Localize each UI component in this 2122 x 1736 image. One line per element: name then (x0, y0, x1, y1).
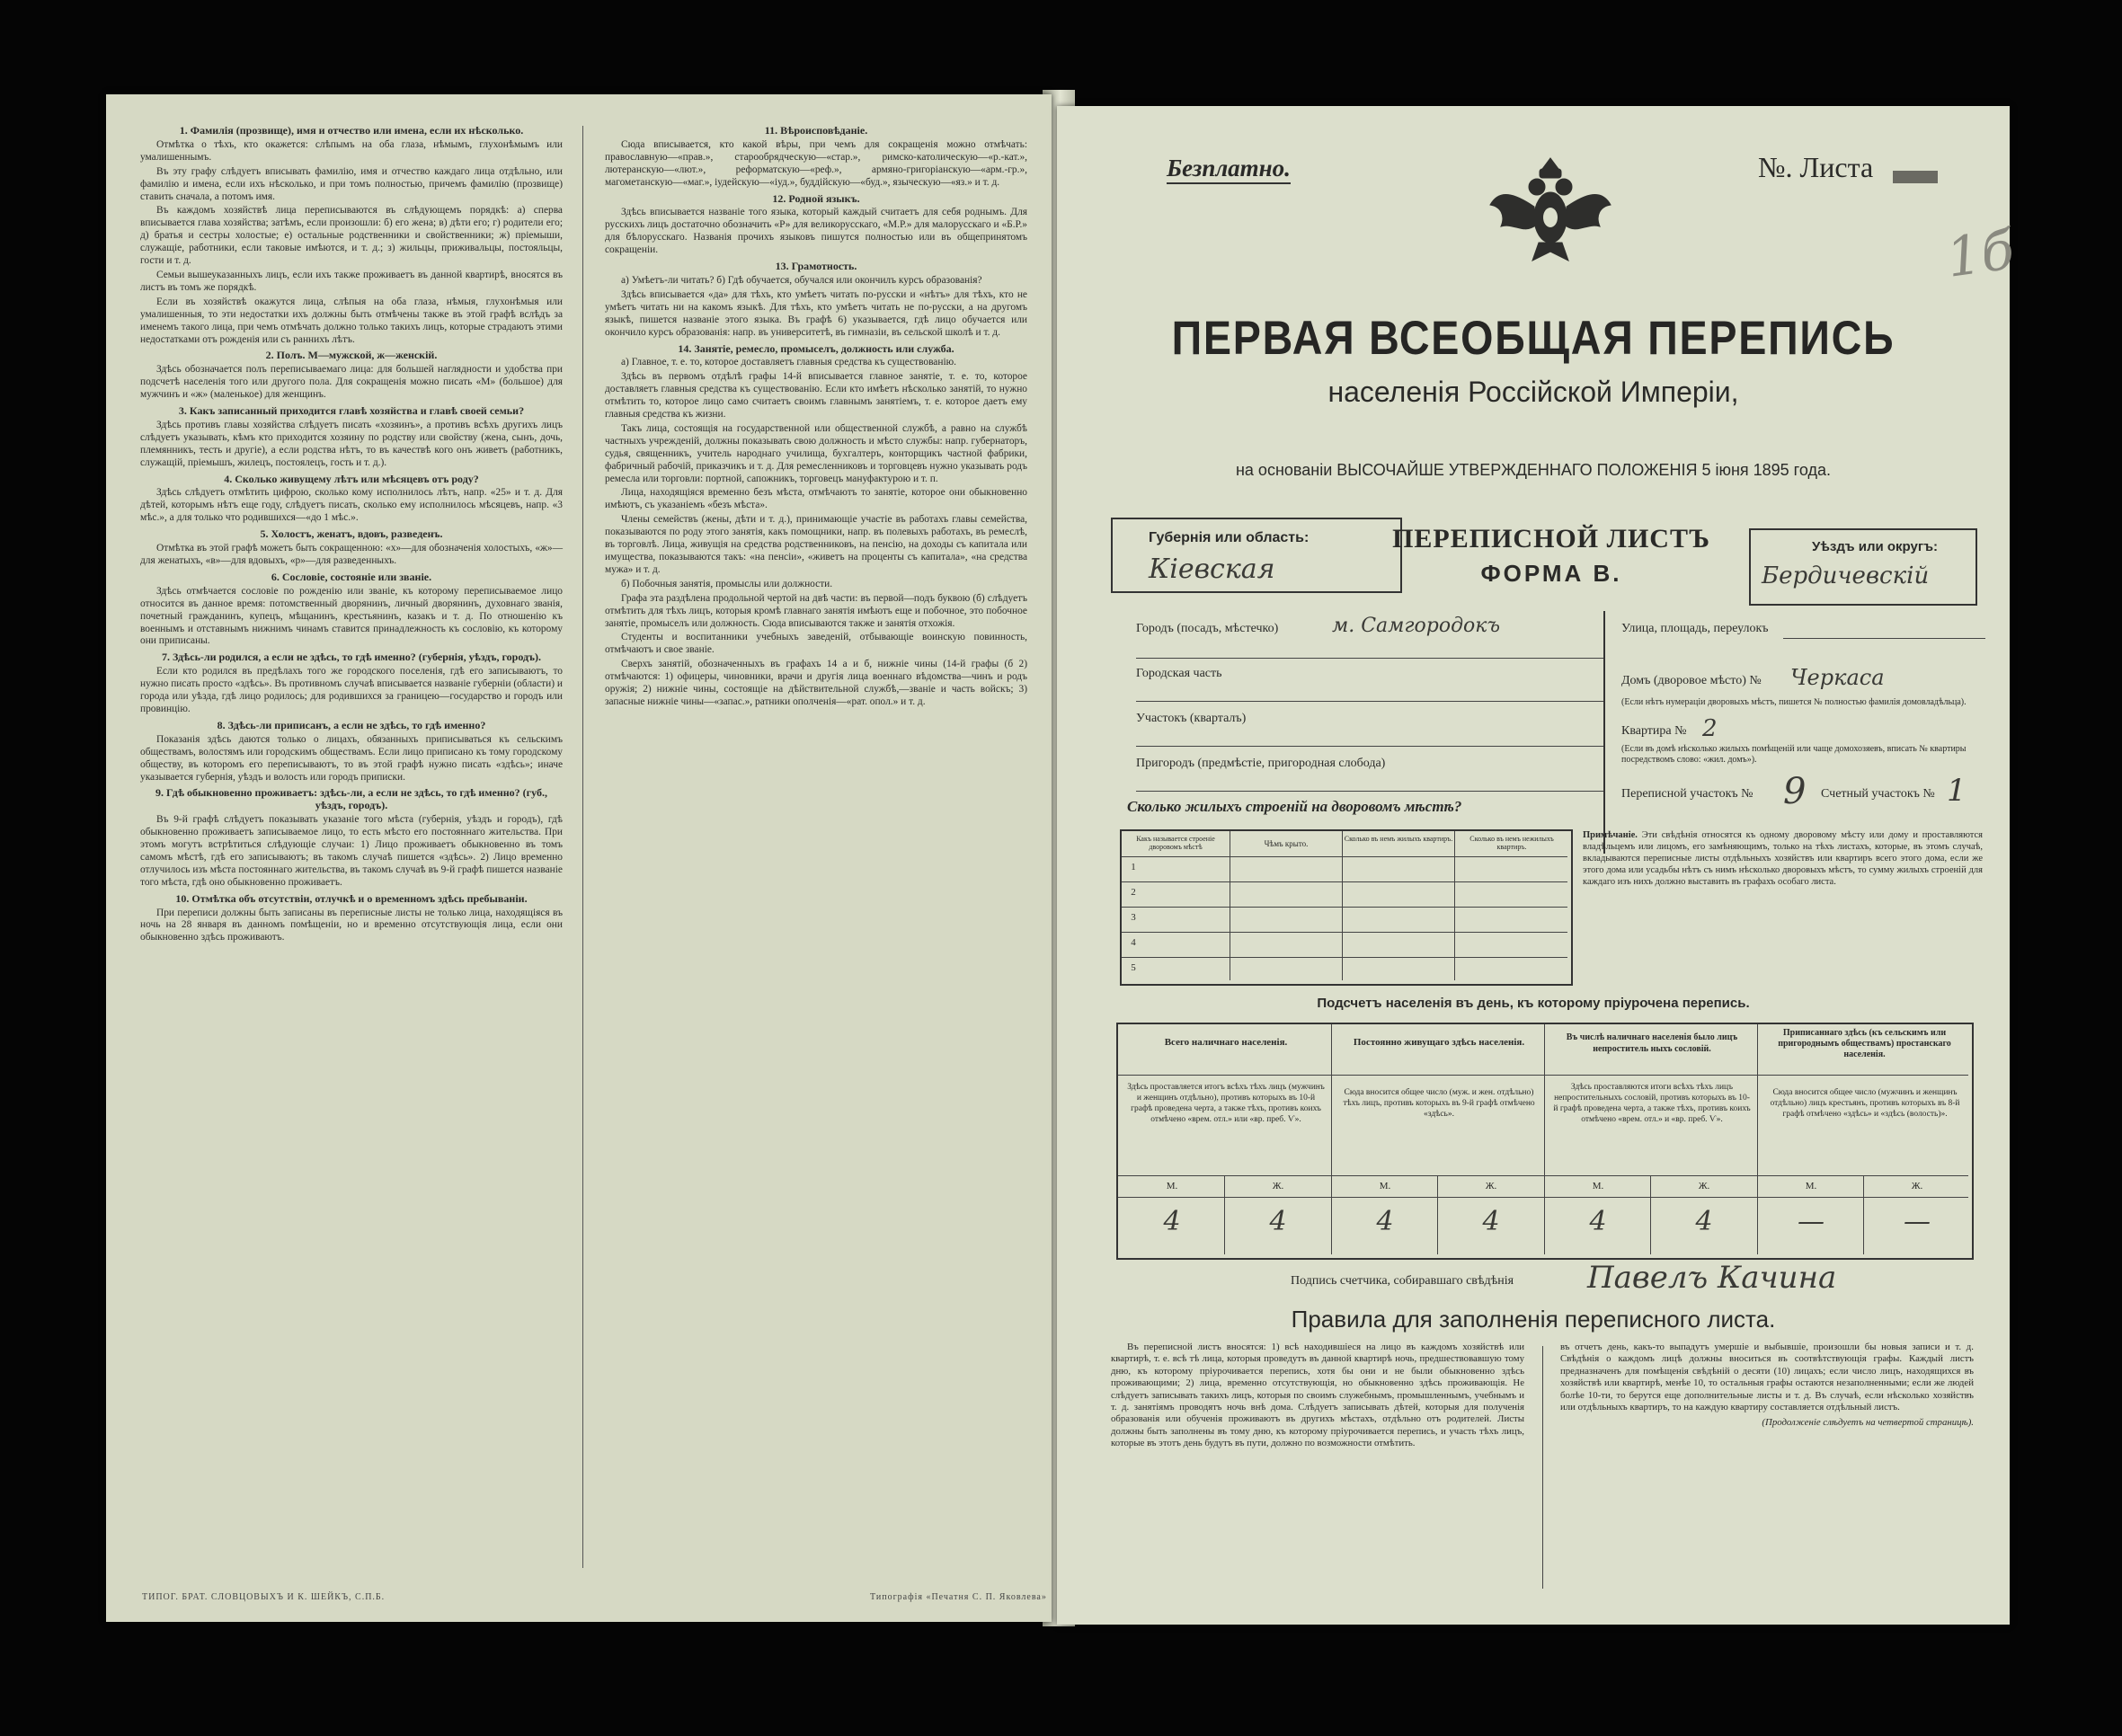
note-text: Эти свѣдѣнія относятся къ одному дворовому мѣсту или дому и проставляются владѣльцемъ или лицомъ, его замѣняющимъ, только на тѣхъ листахъ, которые, въ этомъ случаѣ, вкладываются переписные листы отдѣльныхъ хозяйствъ или квартиръ всего этого дома, если же этого дома или усадьбы нѣтъ съ нимъ нѣсколько дворовыхъ мѣстъ, то сумму жилыхъ строеній для каждаго изъ нихъ должно выставить въ графахъ особаго листа. (1583, 830, 1984, 887)
instruction-heading: 12. Родной языкъ. (772, 191, 860, 205)
instruction-paragraph: Отмѣтка въ этой графѣ можетъ быть сокращенною: «х»—для обозначенія холостыхъ, «ж»—для женатыхъ, «в»—для вдовыхъ, «р»—для разведенныхъ. (140, 543, 563, 566)
buildings-header-3: Сколько въ немъ жилыхъ квартиръ. (1344, 835, 1453, 843)
count-value[interactable]: 4 (1695, 1206, 1713, 1237)
uchastok-label: Участокъ (кварталъ) (1136, 712, 1247, 725)
count-value[interactable]: 4 (1269, 1206, 1287, 1237)
instruction-paragraph: Показанія здѣсь даются только о лицахъ, обязанныхъ приписываться къ сельскимъ обществамъ, волостямъ или городскимъ обществамъ. Если лицо приписано къ тому городскому обществу, въ которомъ его переписываютъ, то въ этой графѣ нужно писать «здѣсь»; иначе указывается губернія, уѣздъ и волость или городъ приписки. (140, 733, 563, 783)
buildings-header-4: Сколько въ немъ нежилыхъ квартиръ. (1469, 835, 1554, 851)
count-value[interactable]: — (1798, 1206, 1825, 1237)
summary-title: Подсчетъ населенія въ день, къ которому пріурочена перепись. (1317, 996, 1750, 1011)
form-letter: ФОРМА В. (1480, 560, 1622, 587)
uezd-label: Уѣздъ или округъ: (1812, 539, 1939, 554)
instruction-paragraph: Здѣсь слѣдуетъ отмѣтить цифрою, сколько кому исполнилось лѣтъ, напр. «25» и т. д. Для дѣтей, которымъ нѣтъ еще году, слѣдуетъ писать, сколько ему исполнилось мѣсяцевъ, напр. «3 мѣс.», а для только что родившихся—«до 1 мѣс.». (140, 487, 563, 524)
rules-text-right-body: въ отчетъ день, какъ-то выпадутъ умершіе и выбывшіе, произошли бы новыя записи и т. д. Свѣдѣнія о каждомъ лицѣ должны вноситься въ соотвѣтствующія графы. Каждый листъ предназначенъ для помѣщенія свѣдѣній о десяти (10) лицахъ; если число лицъ, находящихся въ хозяйствѣ или квартирѣ, менѣе 10, то остальныя графы остаются незаполненными; если же людей болѣе 10-ти, то берутся еще дополнительные листы и т. д. Въ случаѣ, если нѣсколько хозяйствъ или отдѣльныхъ квартиръ, то на каждую квартиру составляется отдѣльный листъ. (1560, 1342, 1974, 1413)
instruction-paragraph: Здѣсь обозначается полъ переписываемаго лица: для большей наглядности и удобства при подсчетѣ населенія того или другого пола. Для сокращенія можно писать «М» (большое) для мужчинъ и «ж» (маленькое) для женщинъ. (140, 364, 563, 401)
gubernia-value[interactable]: Кіевская (1149, 554, 1275, 585)
buildings-header-2: Чѣмъ крыто. (1264, 839, 1309, 848)
rule-line (1783, 638, 1985, 639)
printer-footer-left: ТИПОГ. БРАТ. СЛОВЦОВЫХЪ И К. ШЕЙКЪ, С.П.Б. (142, 1592, 386, 1602)
instruction-heading: 9. Гдѣ обыкновенно проживаетъ: здѣсь-ли, а если не здѣсь, то гдѣ именно? (губ., уѣздъ, городъ). (155, 786, 547, 812)
instruction-paragraph: Отмѣтка о тѣхъ, кто окажется: слѣпымъ на оба глаза, нѣмымъ, глухонѣмымъ или умалишеннымъ. (140, 138, 563, 163)
sex-header-f: Ж. (1272, 1181, 1284, 1191)
signature-value[interactable]: Павелъ Качина (1587, 1260, 1837, 1296)
buildings-note (1583, 829, 1983, 888)
summary-header-1: Всего наличнаго населенія. (1164, 1037, 1288, 1048)
sex-header-m: М. (1805, 1181, 1817, 1191)
col-divider (1342, 831, 1343, 980)
sex-header-m: М. (1379, 1181, 1391, 1191)
row-line (1118, 1075, 1968, 1076)
gubernia-box (1111, 518, 1402, 593)
instruction-heading: 11. Вѣроисповѣданіе. (764, 124, 868, 137)
free-label: Безплатно. (1167, 155, 1291, 184)
instruction-heading: 10. Отмѣтка объ отсутствіи, отлучкѣ и о временномъ здѣсь пребываніи. (175, 891, 528, 905)
count-value[interactable]: 4 (1163, 1206, 1181, 1237)
schetny-label: Счетный участокъ № (1821, 787, 1935, 801)
census-subtitle: населенія Россійской Имперіи, (1327, 376, 1739, 408)
instruction-paragraph: Если въ хозяйствѣ окажутся лица, слѣпыя на оба глаза, нѣмыя, глухонѣмыя или умалишенныя, то эти недостатки ихъ должны быть отмѣчены также въ этой графѣ вслѣдъ за именемъ такого лица, при чемъ отмѣчать должно только такихъ лицъ, которые страдаютъ этими недостатками отъ рожденія или съ раннихъ лѣтъ. (140, 296, 563, 345)
instruction-paragraph: а) Умѣетъ-ли читать? б) Гдѣ обучается, обучался или окончилъ курсъ образованія? (621, 274, 982, 286)
instruction-paragraph: Если кто родился въ предѣлахъ того же городского поселенія, гдѣ его записываютъ, то нужно писать просто «здѣсь». Въ противномъ случаѣ вписывается названіе губерніи (области) и города или уѣзда, гдѣ лицо родилось; для родившихся за границею—государство и городъ или провинцію. (140, 666, 563, 714)
schetny-value[interactable]: 1 (1947, 773, 1967, 809)
row-line (1122, 957, 1567, 958)
instruction-paragraph: Семьи вышеуказанныхъ лицъ, если ихъ также проживаетъ въ данной квартирѣ, вносятся въ листъ въ томъ же порядкѣ. (140, 269, 563, 293)
instruction-paragraph: Въ 9-й графѣ слѣдуетъ показывать указаніе того мѣста (губернія, уѣздъ и городъ), гдѣ обыкновенно проживаетъ записываемое лицо, то есть мѣсто его постояннаго жительства. При этомъ могутъ встрѣтиться слѣдующіе случаи: 1) Лицо проживаетъ обыкновенно въ томъ самомъ мѣстѣ, гдѣ его записываютъ; въ такомъ случаѣ пишется «здѣсь». 2) Лицо временно отлучилось изъ мѣста постояннаго жительства, въ такомъ случаѣ въ 9-й графѣ пишется названіе того мѣста, гдѣ оно обыкновенно проживаетъ. (140, 814, 563, 888)
buildings-row-number: 2 (1131, 887, 1136, 898)
col-divider (1331, 1024, 1332, 1254)
left-page (106, 94, 1052, 1622)
instructions-column-left (140, 121, 563, 1586)
count-value[interactable]: 4 (1376, 1206, 1394, 1237)
row-line (1118, 1175, 1968, 1176)
instruction-paragraph: Члены семействъ (жены, дѣти и т. д.), принимающіе участіе въ работахъ главы семейства, показываются по роду этого занятія, какъ помощники, напр. въ полевыхъ работахъ, въ ремеслѣ, въ торговлѣ. Лица, живущія на средства родственниковъ, на пенсію, на доходы съ капитала или имущества, показываются такъ: «на пенсіи», «живетъ на проценты съ капитала», «на средства мужа» и т. д. (605, 514, 1027, 575)
imperial-eagle-emblem (1483, 153, 1618, 270)
summary-desc-1: Здѣсь проставляется итогъ всѣхъ тѣхъ лицъ (мужчинъ и женщинъ отдѣльно), противъ которыхъ въ 10-й графѣ проведена черта, а также тѣхъ, противъ коихъ отмѣчено «врем. отл.» или «вр. преб. Ѵ». (1127, 1083, 1325, 1124)
sex-header-f: Ж. (1698, 1181, 1710, 1191)
instruction-heading: 13. Грамотность. (775, 260, 857, 273)
instruction-paragraph: Въ каждомъ хозяйствѣ лица переписываются въ слѣдующемъ порядкѣ: а) сперва вписывается глава хозяйства; затѣмъ, если произошли: б) его жена; в) дѣти его; г) родители его; д) братья и сестры холостые; е) остальные родственники и свойственники; ж) пріемыши, служащіе, работники, если таковые имѣются, и т. д.; з) жильцы, приживальцы, постояльцы, гости и т. д. (140, 205, 563, 267)
summary-header-2: Постоянно живущаго здѣсь населенія. (1353, 1037, 1525, 1048)
col-divider (1437, 1175, 1438, 1254)
sex-header-m: М. (1166, 1181, 1178, 1191)
instruction-heading: 1. Фамилія (прозвище), имя и отчество или имена, если их нѣсколько. (179, 124, 524, 137)
instruction-paragraph: Сверхъ занятій, обозначенныхъ въ графахъ 14 а и б, нижніе чины (14-й графы (б 2) отмѣчаются: 1) офицеры, чиновники, врачи и другія лица военнаго вѣдомства—чинъ и родъ оружія; 2) нижніе чины, состоящіе на дѣйствительной службѣ,—званіе и часть войскъ; 3) запасные нижніе чины—«запас.», ратники ополченія—«рат. опол.» и т. д. (605, 659, 1027, 707)
gorod-value[interactable]: м. Самгородокъ (1332, 615, 1501, 637)
address-left-block (1127, 611, 1605, 854)
row-line (1122, 881, 1567, 882)
row-line (1122, 907, 1567, 908)
instruction-paragraph: Лица, находящіяся временно безъ мѣста, отмѣчаютъ то занятіе, которое они обыкновенно имѣютъ, съ указаніемъ «безъ мѣста». (605, 487, 1027, 511)
uezd-value[interactable]: Бердичевскій (1762, 562, 1930, 589)
instruction-heading: 3. Какъ записанный приходится главѣ хозяйства и главѣ своей семьи? (178, 404, 525, 418)
kvartira-note: (Если въ домѣ нѣсколько жилыхъ помѣщеній или чаще домохозяевъ, вписать № квартиры посредствомъ слово: «жил. домъ»). (1621, 744, 1967, 765)
col-divider (1544, 1024, 1545, 1254)
instruction-paragraph: Здѣсь вписывается названіе того языка, который каждый считаетъ для себя роднымъ. Для русскихъ лицъ достаточно обозначить «Р» для великорусскаго, «М.Р.» для малорусскаго и «Б.Р.» для бѣлорусскаго. Названія прочихъ языковъ пишутся полностью или въ общепринятомъ сокращеніи. (605, 207, 1027, 256)
row-line (1122, 856, 1567, 857)
instruction-paragraph: Сюда вписывается, кто какой вѣры, при чемъ для сокращенія можно отмѣчать: православную—«прав.», старообрядческую—«стар.», римско-католическую—«р.-кат.», лютеранскую—«лют.», реформатскую—«реф.», армяно-григоріанскую—«арм.-гр.», магометанскую—«маг.», іудейскую—«іуд.», буддійскую—«буд.», языческую—«яз.» и т. д. (605, 138, 1027, 188)
instruction-paragraph: Здѣсь вписывается «да» для тѣхъ, кто умѣетъ читать по-русски и «нѣтъ» для тѣхъ, кто не умѣетъ читать ни на какомъ языкѣ. Для тѣхъ, кто умѣетъ читать не по-русски, а на другомъ языкѣ, пишется названіе этого языка. Въ графѣ 6) указывается, гдѣ лицо обучается или окончило курсъ образованія: напр. въ университетѣ, въ гимназіи, въ сельской школѣ и т. д. (605, 288, 1027, 338)
col-divider (1650, 1175, 1651, 1254)
summary-desc-2: Сюда вносится общее число (муж. и жен. отдѣльно) тѣхъ лицъ, противъ которыхъ въ 9-й графѣ отмѣчено «здѣсь». (1343, 1088, 1535, 1119)
ulitsa-label: Улица, площадь, переулокъ (1621, 622, 1769, 635)
instruction-paragraph: При переписи должны быть записаны въ переписные листы не только лица, находящіяся въ ночь на 28 января въ данномъ помѣщеніи, но и временно отсутствующія лица, если они обыкновенно здѣсь проживаютъ. (140, 907, 563, 943)
row-line (1122, 932, 1567, 933)
sheet-number-field[interactable] (1893, 171, 1938, 183)
instruction-paragraph: Здѣсь противъ главы хозяйства слѣдуетъ писать «хозяинъ», а противъ всѣхъ другихъ лицъ слѣдуетъ указывать, кѣмъ кто приходится хозяину по родству или свойству (жена, сынъ, дочь, племянникъ, тесть и другіе), а если родства нѣтъ, то въ качествѣ кого онъ живетъ (работникъ, служащій, пріемышъ, жилецъ, постоялецъ, гость и т. д.). (140, 419, 563, 468)
instruction-paragraph: Такъ лица, состоящія на государственной или общественной службѣ, а равно на службѣ частныхъ учрежденій, должны показывать свою должность и мѣсто службы: напр. губернаторъ, судья, священникъ, учитель народнаго училища, бухгалтеръ, конторщикъ частной фабрики, фабричный рабочій, приказчикъ и т. д. Для ремесленниковъ и торговцевъ нужно указывать родъ ремесла или торговли: портной, сапожникъ, торговецъ мануфактурою и т. п. (605, 422, 1027, 484)
sex-header-f: Ж. (1911, 1181, 1923, 1191)
instruction-heading: 6. Сословіе, состояніе или званіе. (271, 570, 432, 583)
col-divider (1454, 831, 1455, 980)
instruction-heading: 5. Холостъ, женатъ, вдовъ, разведенъ. (260, 527, 443, 541)
sheet-number-label: №. Листа (1758, 151, 1874, 183)
instructions-column-right (605, 121, 1027, 1586)
instruction-heading: 8. Здѣсь-ли приписанъ, а если не здѣсь, то гдѣ именно? (217, 718, 486, 731)
summary-desc-4: Сюда вносится общее число (мужчинъ и женщинъ отдѣльно) лицъ крестьянъ, противъ которыхъ въ 8-й графѣ отмѣчено «здѣсь» и «здѣсь (волость)». (1770, 1088, 1960, 1119)
gorod-label: Городъ (посадъ, мѣстечко) (1136, 622, 1279, 635)
uezd-box (1749, 528, 1977, 606)
summary-desc-3: Здѣсь проставляются итоги всѣхъ тѣхъ лицъ непростительныхъ сословій, противъ которыхъ въ 10-й графѣ проведена черта, а также тѣхъ, противъ коихъ отмѣчено «врем. отл.» и «вр. преб. Ѵ». (1553, 1083, 1751, 1124)
col-divider (1757, 1024, 1758, 1254)
dom-note: (Если нѣтъ нумераціи дворовыхъ мѣстъ, пишется № полностью фамилія домовладѣльца). (1621, 697, 1967, 707)
col-divider (1863, 1175, 1864, 1254)
summary-table (1116, 1023, 1974, 1260)
gorodskaya-chast-label: Городская часть (1136, 667, 1222, 680)
prigorod-label: Пригородъ (предмѣстіе, пригородная слобода) (1136, 757, 1386, 770)
rules-continued: (Продолженіе слѣдуетъ на четвертой страницѣ). (1762, 1417, 1974, 1429)
instruction-heading: 14. Занятіе, ремесло, промыселъ, должность или служба. (678, 341, 954, 355)
signature-label: Подпись счетчика, собиравшаго свѣдѣнія (1291, 1274, 1514, 1288)
buildings-row-number: 3 (1131, 912, 1136, 923)
legal-basis: на основаніи ВЫСОЧАЙШЕ УТВЕРЖДЕННАГО ПОЛОЖЕНІЯ 5 іюня 1895 года. (1235, 461, 1831, 479)
instruction-paragraph: Здѣсь отмѣчается сословіе по рожденію или званіе, къ которому переписываемое лицо относится въ данное время: потомственный дворянинъ, личный дворянинъ, духовнаго званія, почетный гражданинъ, купецъ, мѣщанинъ, крестьянинъ, казакъ и т. д. По отношенію къ военнымъ и отставнымъ нижнимъ чинамъ ставится принадлежность къ сословію, къ которому они приписаны. (140, 585, 563, 647)
rule-line (1136, 791, 1603, 792)
buildings-question: Сколько жилыхъ строеній на дворовомъ мѣстѣ? (1127, 798, 1462, 815)
printer-footer-right: Типографія «Печатня С. П. Яковлева» (870, 1592, 1047, 1602)
summary-header-3: Въ числѣ наличнаго населенія было лицъ непроститель ныхъ сословій. (1566, 1032, 1738, 1054)
sex-header-f: Ж. (1485, 1181, 1497, 1191)
count-value[interactable]: 4 (1482, 1206, 1500, 1237)
rules-text-right (1560, 1342, 1974, 1430)
instruction-heading: 2. Полъ. М—мужской, ж—женскій. (265, 349, 438, 362)
row-line (1118, 1197, 1968, 1198)
rule-line (1136, 701, 1603, 702)
column-divider (582, 126, 583, 1568)
count-value[interactable]: — (1904, 1206, 1931, 1237)
gubernia-label: Губернія или область: (1149, 530, 1310, 545)
instruction-paragraph: Студенты и воспитанники учебныхъ заведеній, отбывающіе воинскую повинность, отмѣчаютъ и свое званіе. (605, 632, 1027, 656)
census-title: ПЕРВАЯ ВСЕОБЩАЯ ПЕРЕПИСЬ (1171, 312, 1896, 365)
instruction-paragraph: б) Побочныя занятія, промыслы или должности. (621, 578, 833, 589)
kvartira-label: Квартира № (1621, 724, 1687, 738)
buildings-row-number: 5 (1131, 962, 1136, 973)
perepisnoy-value[interactable]: 9 (1783, 771, 1807, 812)
count-value[interactable]: 4 (1589, 1206, 1607, 1237)
summary-header-4: Приписаннаго здѣсь (къ сельскимъ или пригороднымъ обществамъ) простанскаго населенія. (1778, 1028, 1951, 1059)
col-divider (1224, 1175, 1225, 1254)
rule-line (1136, 746, 1603, 747)
buildings-row-number: 4 (1131, 937, 1136, 948)
sex-header-m: М. (1592, 1181, 1604, 1191)
instruction-paragraph: Здѣсь въ первомъ отдѣлѣ графы 14-й вписывается главное занятіе, т. е. то, которое доставляетъ главныя средства къ существованію. Если кто имѣетъ нѣсколько занятій, то нужно отмѣтить то, которое лицо само считаетъ своимъ главнымъ занятіемъ, т. е. которое даетъ ему главныя средства къ жизни. (605, 371, 1027, 421)
instruction-paragraph: Въ эту графу слѣдуетъ вписывать фамилію, имя и отчество каждаго лица отдѣльно, или фамилію и имена, если ихъ нѣсколько, и при томъ полностью, причемъ фамилію (прозвище) ставить сначала, а потомъ имя. (140, 165, 563, 202)
instruction-paragraph: а) Главное, т. е. то, которое доставляетъ главныя средства къ существованію. (621, 357, 956, 368)
perepisnoy-label: Переписной участокъ № (1621, 787, 1754, 801)
census-form-page (1057, 106, 2019, 1625)
buildings-table (1120, 829, 1573, 986)
buildings-header-1: Какъ называется строеніе дворовомъ мѣстѣ (1136, 835, 1215, 851)
rule-line (1136, 658, 1603, 659)
instruction-heading: 4. Сколько живущему лѣтъ или мѣсяцевъ отъ роду? (224, 472, 479, 485)
rules-text-left: Въ переписной листъ вносятся: 1) всѣ находившіеся на лицо въ каждомъ хозяйствѣ или квартирѣ, т. е. всѣ тѣ лица, которыя проведутъ въ данной квартирѣ ночь, предшествовавшую тому дню, къ которому пріурочивается перепись, хотя бы они и не были обыкновенно здѣсь проживающими; 2) лица, временно отсутствующія, но обыкновенно здѣсь проживающія. Не слѣдуетъ записывать такихъ лицъ, которыя по своимъ служебнымъ, промышленнымъ, учебнымъ и т. д. занятіямъ проводятъ ночь внѣ дома. Слѣдуетъ записывать дѣтей, которыя для полученія образованія или обученія проживаютъ въ другихъ мѣстахъ, отдѣльно отъ родителей. Листы должны быть заполнены въ тому дню, къ которому пріурочивается перепись, и участь тѣхъ лицъ, которые въ этотъ день будутъ въ пути, должно по возможности отмѣтить. (1111, 1342, 1524, 1449)
form-title: ПЕРЕПИСНОЙ ЛИСТЪ (1392, 524, 1710, 554)
kvartira-value[interactable]: 2 (1702, 715, 1718, 742)
column-divider (1542, 1346, 1543, 1589)
rules-title: Правила для заполненія переписного листа. (1291, 1306, 1776, 1333)
dom-label: Домъ (дворовое мѣсто) № (1621, 674, 1762, 687)
buildings-row-number: 1 (1131, 862, 1136, 872)
dom-value[interactable]: Черкаса (1790, 665, 1885, 690)
instruction-heading: 7. Здѣсь-ли родился, а если не здѣсь, то гдѣ именно? (губернія, уѣздъ, городъ). (161, 651, 542, 664)
instruction-paragraph: Графа эта раздѣлена продольной чертой на двѣ части: въ первой—подъ буквою (б) слѣдуетъ отмѣтить для тѣхъ лицъ, которыя кромѣ главнаго занятія имѣютъ еще и побочное, это побочное занятіе, промыселъ или должность. Сюда вписываются также и занятія отхожія. (605, 592, 1027, 629)
corner-handwriting: 1б (1942, 218, 2019, 290)
note-title: Примѣчаніе. (1583, 830, 1638, 840)
